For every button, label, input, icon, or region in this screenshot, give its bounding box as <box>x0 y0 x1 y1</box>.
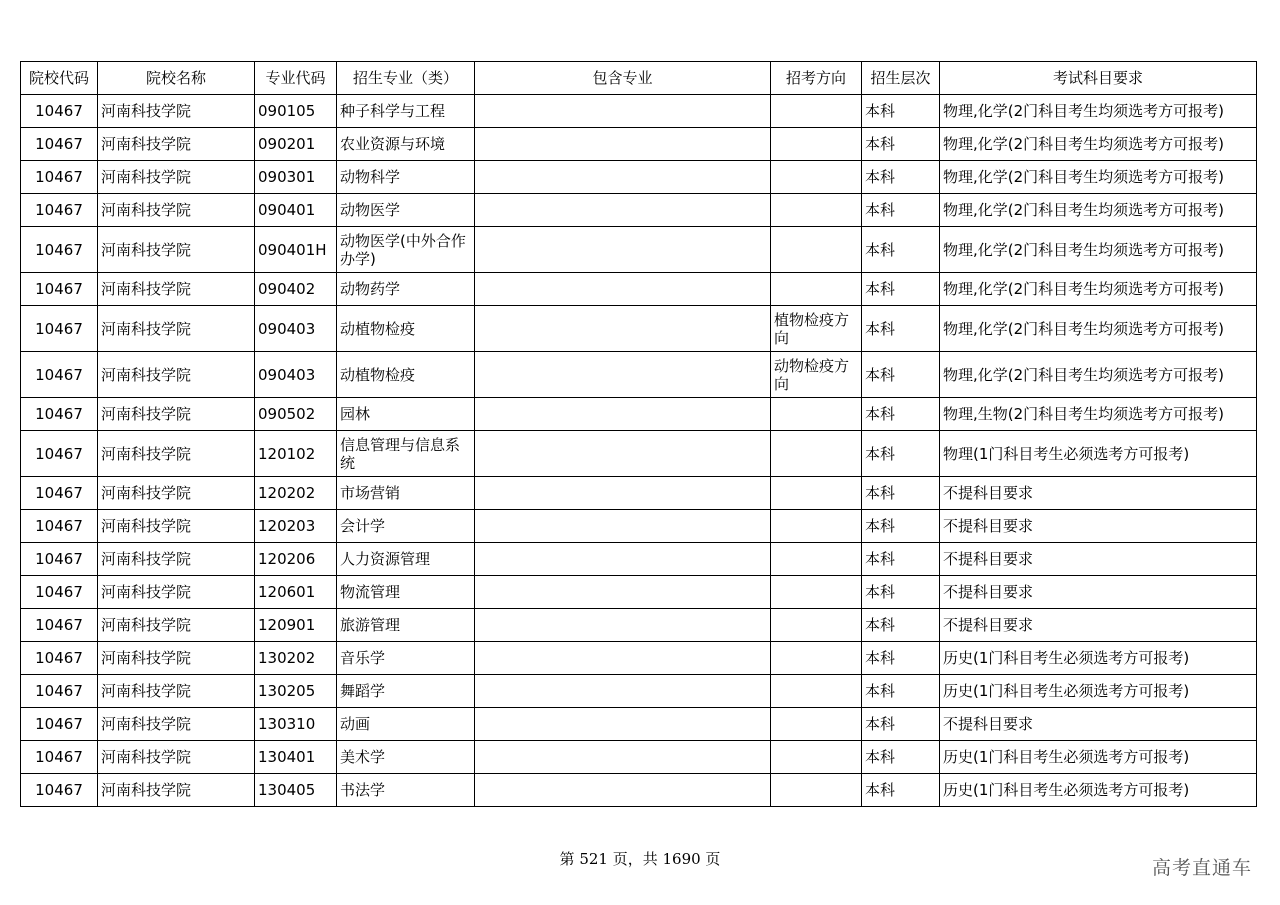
cell-direction <box>771 95 862 128</box>
cell-school-name: 河南科技学院 <box>98 774 255 807</box>
page-number: 第 521 页，共 1690 页 <box>559 850 721 868</box>
cell-requirement: 物理,化学(2门科目考生均须选考方可报考) <box>940 95 1257 128</box>
cell-level: 本科 <box>862 675 940 708</box>
table-row <box>21 543 1257 576</box>
cell-requirement: 不提科目要求 <box>940 708 1257 741</box>
cell-level: 本科 <box>862 128 940 161</box>
cell-direction <box>771 431 862 477</box>
cell-direction <box>771 273 862 306</box>
cell-major: 书法学 <box>337 774 475 807</box>
header-major: 招生专业（类） <box>337 62 475 95</box>
table-row <box>21 194 1257 227</box>
cell-direction <box>771 510 862 543</box>
cell-school-code: 10467 <box>21 543 98 576</box>
cell-includes <box>475 128 771 161</box>
cell-level: 本科 <box>862 741 940 774</box>
cell-direction: 植物检疫方向 <box>771 306 862 352</box>
cell-major-code: 090201 <box>255 128 337 161</box>
cell-includes <box>475 227 771 273</box>
cell-requirement: 物理,化学(2门科目考生均须选考方可报考) <box>940 194 1257 227</box>
cell-level: 本科 <box>862 352 940 398</box>
cell-level: 本科 <box>862 642 940 675</box>
cell-school-name: 河南科技学院 <box>98 741 255 774</box>
cell-direction <box>771 774 862 807</box>
cell-school-code: 10467 <box>21 642 98 675</box>
cell-requirement: 历史(1门科目考生必须选考方可报考) <box>940 774 1257 807</box>
cell-major-code: 130405 <box>255 774 337 807</box>
cell-major-code: 120102 <box>255 431 337 477</box>
cell-major: 信息管理与信息系统 <box>337 431 475 477</box>
cell-direction <box>771 675 862 708</box>
header-school-name: 院校名称 <box>98 62 255 95</box>
cell-school-code: 10467 <box>21 161 98 194</box>
cell-major-code: 090401 <box>255 194 337 227</box>
table-row <box>21 95 1257 128</box>
table-body <box>21 95 1257 807</box>
cell-major: 美术学 <box>337 741 475 774</box>
cell-school-name: 河南科技学院 <box>98 273 255 306</box>
cell-includes <box>475 741 771 774</box>
cell-school-name: 河南科技学院 <box>98 306 255 352</box>
cell-major: 动物科学 <box>337 161 475 194</box>
cell-requirement: 历史(1门科目考生必须选考方可报考) <box>940 642 1257 675</box>
cell-level: 本科 <box>862 161 940 194</box>
cell-school-name: 河南科技学院 <box>98 642 255 675</box>
cell-school-code: 10467 <box>21 510 98 543</box>
table-row <box>21 431 1257 477</box>
cell-major: 动植物检疫 <box>337 306 475 352</box>
cell-level: 本科 <box>862 576 940 609</box>
cell-major: 动画 <box>337 708 475 741</box>
cell-major: 舞蹈学 <box>337 675 475 708</box>
cell-level: 本科 <box>862 774 940 807</box>
cell-includes <box>475 675 771 708</box>
cell-includes <box>475 398 771 431</box>
cell-major: 动物医学(中外合作办学) <box>337 227 475 273</box>
cell-includes <box>475 609 771 642</box>
header-direction: 招考方向 <box>771 62 862 95</box>
cell-school-name: 河南科技学院 <box>98 609 255 642</box>
cell-includes <box>475 194 771 227</box>
cell-school-code: 10467 <box>21 576 98 609</box>
cell-direction <box>771 543 862 576</box>
cell-includes <box>475 708 771 741</box>
cell-level: 本科 <box>862 306 940 352</box>
cell-includes <box>475 774 771 807</box>
cell-direction <box>771 609 862 642</box>
cell-major-code: 120206 <box>255 543 337 576</box>
cell-direction <box>771 642 862 675</box>
cell-level: 本科 <box>862 510 940 543</box>
cell-major: 人力资源管理 <box>337 543 475 576</box>
cell-includes <box>475 352 771 398</box>
cell-major: 种子科学与工程 <box>337 95 475 128</box>
cell-school-code: 10467 <box>21 431 98 477</box>
cell-requirement: 物理,化学(2门科目考生均须选考方可报考) <box>940 306 1257 352</box>
cell-school-name: 河南科技学院 <box>98 398 255 431</box>
cell-level: 本科 <box>862 431 940 477</box>
table-row <box>21 306 1257 352</box>
table-header-row <box>21 62 1257 95</box>
cell-level: 本科 <box>862 708 940 741</box>
cell-major-code: 120202 <box>255 477 337 510</box>
cell-major-code: 120601 <box>255 576 337 609</box>
cell-includes <box>475 543 771 576</box>
cell-direction <box>771 398 862 431</box>
cell-school-name: 河南科技学院 <box>98 352 255 398</box>
table-row <box>21 273 1257 306</box>
table-row <box>21 477 1257 510</box>
cell-major-code: 090105 <box>255 95 337 128</box>
cell-direction <box>771 576 862 609</box>
cell-direction <box>771 194 862 227</box>
cell-school-code: 10467 <box>21 95 98 128</box>
cell-school-name: 河南科技学院 <box>98 708 255 741</box>
cell-school-code: 10467 <box>21 398 98 431</box>
table-row <box>21 609 1257 642</box>
cell-school-code: 10467 <box>21 477 98 510</box>
cell-school-code: 10467 <box>21 273 98 306</box>
cell-requirement: 不提科目要求 <box>940 543 1257 576</box>
header-includes: 包含专业 <box>475 62 771 95</box>
cell-level: 本科 <box>862 477 940 510</box>
cell-includes <box>475 642 771 675</box>
table-row <box>21 708 1257 741</box>
cell-major-code: 090401H <box>255 227 337 273</box>
cell-school-name: 河南科技学院 <box>98 227 255 273</box>
cell-requirement: 不提科目要求 <box>940 510 1257 543</box>
cell-level: 本科 <box>862 227 940 273</box>
cell-major-code: 120901 <box>255 609 337 642</box>
table-row <box>21 675 1257 708</box>
cell-school-code: 10467 <box>21 609 98 642</box>
cell-includes <box>475 161 771 194</box>
cell-school-code: 10467 <box>21 675 98 708</box>
cell-school-name: 河南科技学院 <box>98 576 255 609</box>
cell-direction <box>771 128 862 161</box>
cell-school-name: 河南科技学院 <box>98 477 255 510</box>
cell-major: 园林 <box>337 398 475 431</box>
cell-major-code: 090301 <box>255 161 337 194</box>
cell-requirement: 物理,化学(2门科目考生均须选考方可报考) <box>940 128 1257 161</box>
cell-level: 本科 <box>862 543 940 576</box>
cell-school-code: 10467 <box>21 708 98 741</box>
table-row <box>21 227 1257 273</box>
header-requirement: 考试科目要求 <box>940 62 1257 95</box>
cell-requirement: 历史(1门科目考生必须选考方可报考) <box>940 741 1257 774</box>
cell-direction <box>771 741 862 774</box>
cell-major-code: 130205 <box>255 675 337 708</box>
cell-major-code: 130310 <box>255 708 337 741</box>
cell-school-name: 河南科技学院 <box>98 543 255 576</box>
cell-direction <box>771 477 862 510</box>
cell-school-name: 河南科技学院 <box>98 675 255 708</box>
cell-major: 市场营销 <box>337 477 475 510</box>
cell-school-code: 10467 <box>21 306 98 352</box>
cell-direction <box>771 708 862 741</box>
cell-school-code: 10467 <box>21 741 98 774</box>
cell-requirement: 不提科目要求 <box>940 576 1257 609</box>
cell-school-name: 河南科技学院 <box>98 95 255 128</box>
cell-major: 动物药学 <box>337 273 475 306</box>
cell-requirement: 物理,化学(2门科目考生均须选考方可报考) <box>940 161 1257 194</box>
cell-major: 农业资源与环境 <box>337 128 475 161</box>
cell-major: 动植物检疫 <box>337 352 475 398</box>
cell-requirement: 物理,化学(2门科目考生均须选考方可报考) <box>940 352 1257 398</box>
cell-level: 本科 <box>862 273 940 306</box>
cell-requirement: 物理(1门科目考生必须选考方可报考) <box>940 431 1257 477</box>
cell-major-code: 130202 <box>255 642 337 675</box>
table-row <box>21 741 1257 774</box>
cell-requirement: 物理,化学(2门科目考生均须选考方可报考) <box>940 227 1257 273</box>
cell-includes <box>475 273 771 306</box>
cell-includes <box>475 95 771 128</box>
cell-school-name: 河南科技学院 <box>98 128 255 161</box>
table-row <box>21 642 1257 675</box>
cell-includes <box>475 431 771 477</box>
cell-requirement: 物理,生物(2门科目考生均须选考方可报考) <box>940 398 1257 431</box>
cell-major: 物流管理 <box>337 576 475 609</box>
cell-requirement: 历史(1门科目考生必须选考方可报考) <box>940 675 1257 708</box>
cell-direction <box>771 161 862 194</box>
table-row <box>21 398 1257 431</box>
table-row <box>21 576 1257 609</box>
cell-level: 本科 <box>862 95 940 128</box>
cell-school-code: 10467 <box>21 194 98 227</box>
cell-direction: 动物检疫方向 <box>771 352 862 398</box>
cell-major: 会计学 <box>337 510 475 543</box>
cell-major: 音乐学 <box>337 642 475 675</box>
cell-school-code: 10467 <box>21 352 98 398</box>
enrollment-table <box>20 61 1257 807</box>
header-level: 招生层次 <box>862 62 940 95</box>
cell-includes <box>475 510 771 543</box>
cell-major: 旅游管理 <box>337 609 475 642</box>
cell-major-code: 090403 <box>255 352 337 398</box>
cell-school-name: 河南科技学院 <box>98 194 255 227</box>
table-row <box>21 774 1257 807</box>
header-school-code: 院校代码 <box>21 62 98 95</box>
cell-major-code: 130401 <box>255 741 337 774</box>
cell-school-code: 10467 <box>21 227 98 273</box>
cell-includes <box>475 306 771 352</box>
cell-requirement: 不提科目要求 <box>940 609 1257 642</box>
watermark: 高考直通车 <box>1151 857 1252 879</box>
cell-major-code: 120203 <box>255 510 337 543</box>
cell-level: 本科 <box>862 194 940 227</box>
cell-requirement: 物理,化学(2门科目考生均须选考方可报考) <box>940 273 1257 306</box>
cell-school-code: 10467 <box>21 128 98 161</box>
cell-direction <box>771 227 862 273</box>
cell-includes <box>475 576 771 609</box>
cell-includes <box>475 477 771 510</box>
cell-level: 本科 <box>862 398 940 431</box>
cell-school-code: 10467 <box>21 774 98 807</box>
cell-level: 本科 <box>862 609 940 642</box>
cell-requirement: 不提科目要求 <box>940 477 1257 510</box>
cell-school-name: 河南科技学院 <box>98 161 255 194</box>
table-row <box>21 352 1257 398</box>
cell-school-name: 河南科技学院 <box>98 510 255 543</box>
cell-major-code: 090402 <box>255 273 337 306</box>
header-major-code: 专业代码 <box>255 62 337 95</box>
cell-major-code: 090502 <box>255 398 337 431</box>
table-row <box>21 510 1257 543</box>
cell-major: 动物医学 <box>337 194 475 227</box>
cell-major-code: 090403 <box>255 306 337 352</box>
table-row <box>21 161 1257 194</box>
cell-school-name: 河南科技学院 <box>98 431 255 477</box>
table-row <box>21 128 1257 161</box>
